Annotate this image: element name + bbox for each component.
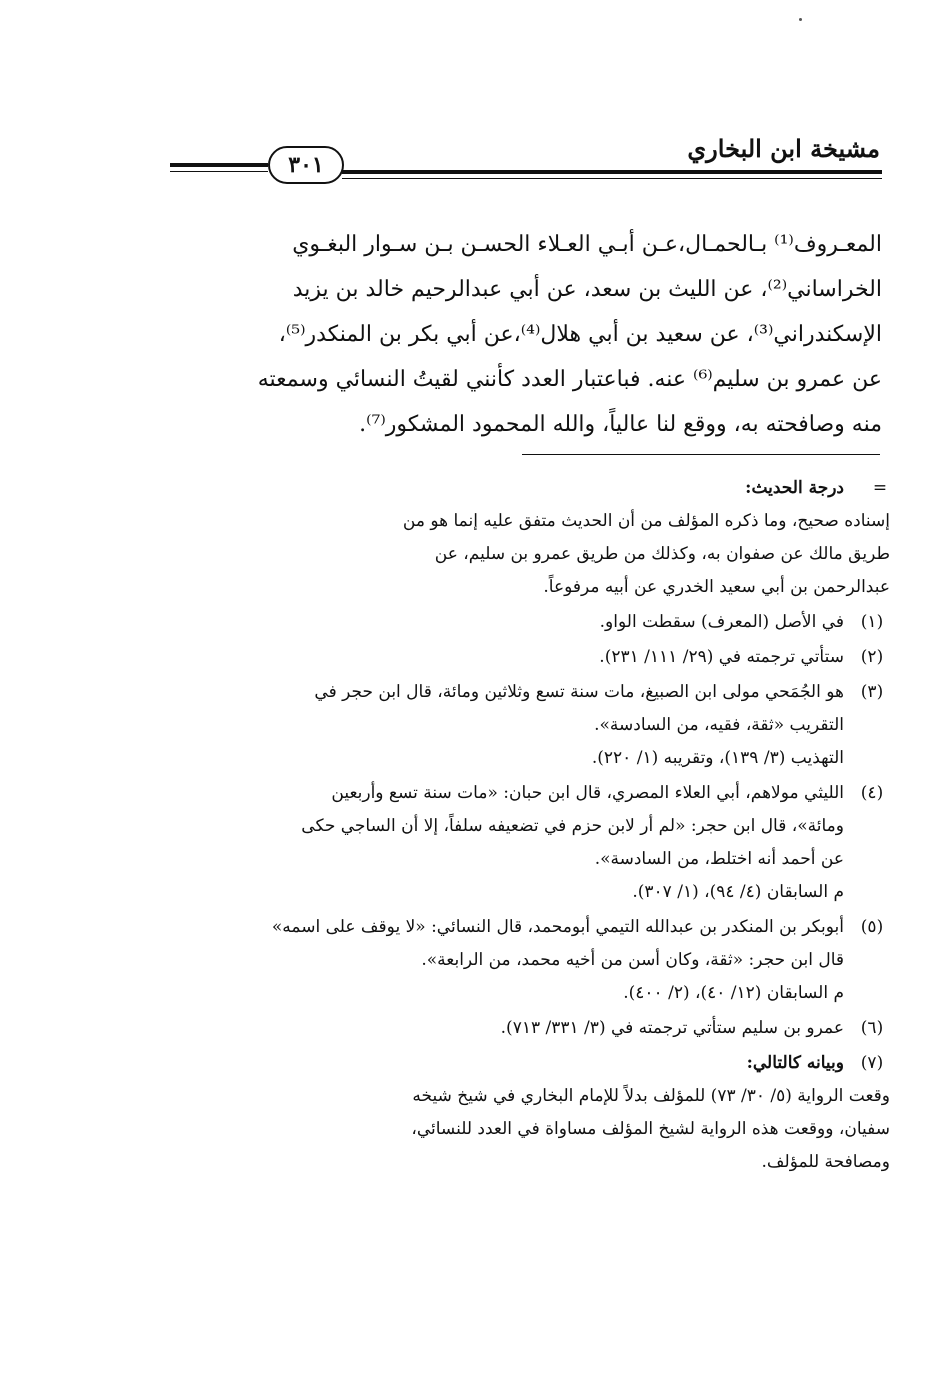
main-body-text	[160, 222, 882, 447]
footnote-2	[160, 641, 890, 674]
footnote-line: التهذيب (٣/ ١٣٩)، وتقريبه (١/ ٢٢٠).	[591, 748, 844, 768]
footnote-line: ومصافحة للمؤلف.	[761, 1152, 890, 1172]
footnote-7	[160, 1047, 890, 1080]
hadith-grade-heading: درجة الحديث:	[745, 478, 844, 498]
footnote-line: طريق مالك عن صفوان به، وكذلك من طريق عمرو بن سليم، عن	[434, 544, 890, 564]
footnotes-section	[160, 472, 890, 1179]
footnote-line: هو الجُمَحي مولى ابن الصبيغ، مات سنة تسع وثلاثين ومائة، قال ابن حجر في	[314, 682, 844, 702]
main-line: عن عمرو بن سليم⁽⁶⁾ عنه. فباعتبار العدد كأنني لقيتُ النسائي وسمعته	[257, 367, 882, 392]
footnote-line: ومائة»، قال ابن حجر: «لم أر لابن حزم في تضعيفه سلفاً، إلا أن الساجي حكى	[301, 816, 844, 836]
footnote-line: عمرو بن سليم ستأتي ترجمته في (٣/ ٣٣١/ ٧١٣).	[500, 1018, 844, 1038]
footnote-line: ستأتي ترجمته في (٢٩/ ١١١/ ٢٣١).	[599, 647, 844, 667]
header-rule-left-thin	[170, 171, 268, 172]
footnote-line: في الأصل (المعرف) سقطت الواو.	[599, 612, 844, 632]
footnote-4	[160, 777, 890, 909]
continuation-mark: =	[872, 478, 888, 498]
scan-speck	[799, 18, 802, 21]
footnote-line: وقعت الرواية (٥/ ٣٠/ ٧٣) للمؤلف بدلاً للإمام البخاري في شيخ شيخه	[412, 1086, 890, 1106]
footnote-number: (٢)	[860, 647, 884, 667]
main-line: منه وصافحته به، ووقع لنا عالياً، والله المحمود المشكور⁽⁷⁾.	[359, 412, 882, 437]
footnote-line: م السابقان (٤/ ٩٤)، (١/ ٣٠٧).	[632, 882, 844, 902]
main-line: الإسكندراني⁽³⁾، عن سعيد بن أبي هلال⁽⁴⁾،عن أبي بكر بن المنكدر⁽⁵⁾،	[278, 322, 882, 347]
running-header-title: مشيخة ابن البخاري	[687, 134, 880, 163]
main-line: الخراساني⁽²⁾، عن الليث بن سعد، عن أبي عبدالرحيم خالد بن يزيد	[292, 277, 882, 302]
footnote-line: قال ابن حجر: «ثقة، وكان أسن من أخيه محمد، من الرابعة».	[421, 950, 844, 970]
header-rule-right-thin	[342, 178, 882, 179]
footnote-number: (٦)	[860, 1018, 884, 1038]
footnote-number: (١)	[860, 612, 884, 632]
hadith-grade-block	[160, 472, 890, 505]
footnote-line: عبدالرحمن بن أبي سعيد الخدري عن أبيه مرفوعاً.	[543, 577, 890, 597]
footnote-6	[160, 1012, 890, 1045]
footnote-line: أبوبكر بن المنكدر بن عبدالله التيمي أبومحمد، قال النسائي: «لا يوقف على اسمه»	[271, 917, 844, 937]
footnote-1	[160, 606, 890, 639]
footnote-line: الليثي مولاهم، أبي العلاء المصري، قال ابن حبان: «مات سنة تسع وأربعين	[331, 783, 844, 803]
footnote-subheading: وبيانه كالتالي:	[746, 1053, 844, 1073]
page-number: ٣٠١	[268, 146, 344, 184]
footnote-line: التقريب «ثقة، فقيه، من السادسة».	[594, 715, 844, 735]
footnote-number: (٧)	[860, 1053, 884, 1073]
footnote-number: (٤)	[860, 783, 884, 803]
footnote-number: (٣)	[860, 682, 884, 702]
footnote-line: سفيان، ووقعت هذه الرواية لشيخ المؤلف مساواة في العدد للنسائي،	[411, 1119, 890, 1139]
footnote-line: إسناده صحيح، وما ذكره المؤلف من أن الحديث متفق عليه إنما هو من	[402, 511, 890, 531]
footnote-3	[160, 676, 890, 775]
footnote-separator	[522, 454, 880, 455]
header-rule-left	[170, 163, 268, 167]
main-line: المعـروف⁽¹⁾ بـالحمـال،عـن أبـي العـلاء الحسـن بـن سـوار البغـوي	[292, 232, 882, 257]
footnote-5	[160, 911, 890, 1010]
footnote-number: (٥)	[860, 917, 884, 937]
footnote-line: عن أحمد أنه اختلط، من السادسة».	[594, 849, 844, 869]
header-rule-right	[342, 170, 882, 174]
footnote-line: م السابقان (١٢/ ٤٠)، (٢/ ٤٠٠).	[623, 983, 844, 1003]
footnote-7-text	[160, 1080, 890, 1179]
hadith-grade-text	[160, 505, 890, 604]
